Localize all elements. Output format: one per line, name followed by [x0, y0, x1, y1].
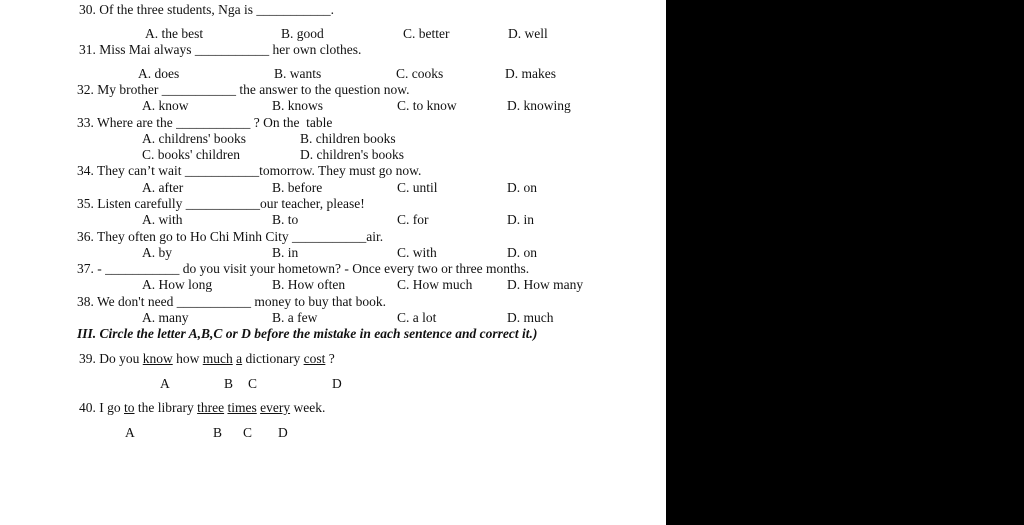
- q39-text-1: how: [172, 351, 203, 366]
- q40-prefix: 40. I go: [79, 400, 124, 415]
- q35-option-d: D. in: [507, 212, 534, 227]
- q35-option-b: B. to: [272, 212, 299, 227]
- q33-option-d: D. children's books: [300, 147, 405, 162]
- q40-label-a: A: [125, 425, 135, 440]
- q33-option-a: A. childrens' books: [142, 131, 247, 146]
- q38-option-b: B. a few: [272, 310, 318, 325]
- q39-underlined-c: a: [236, 351, 243, 366]
- q39-underlined-b: much: [202, 351, 233, 366]
- q31-option-c: C. cooks: [396, 66, 444, 81]
- question-36-stem: 36. They often go to Ho Chi Minh City ___________air.: [77, 229, 384, 244]
- q34-option-a: A. after: [142, 180, 184, 195]
- q30-option-b: B. good: [281, 26, 324, 41]
- q34-option-c: C. until: [397, 180, 438, 195]
- q37-option-c: C. How much: [397, 277, 473, 292]
- q32-option-d: D. knowing: [507, 98, 571, 113]
- question-38-stem: 38. We don't need ___________ money to buy that book.: [77, 294, 386, 309]
- q31-option-a: A. does: [138, 66, 180, 81]
- question-30-stem: 30. Of the three students, Nga is ___________.: [79, 2, 334, 17]
- q38-option-a: A. many: [142, 310, 189, 325]
- q39-text-3: dictionary: [242, 351, 304, 366]
- q32-option-a: A. know: [142, 98, 189, 113]
- q30-option-a: A. the best: [145, 26, 204, 41]
- q30-option-d: D. well: [508, 26, 548, 41]
- q37-option-a: A. How long: [142, 277, 213, 292]
- q40-underlined-d: every: [260, 400, 291, 415]
- q36-option-b: B. in: [272, 245, 299, 260]
- q40-label-b: B: [213, 425, 223, 440]
- q35-option-a: A. with: [142, 212, 183, 227]
- q33-option-b: B. children books: [300, 131, 396, 146]
- q39-label-a: A: [160, 376, 170, 391]
- q32-option-b: B. knows: [272, 98, 324, 113]
- question-33-stem: 33. Where are the ___________ ? On the table: [77, 115, 333, 130]
- q37-option-d: D. How many: [507, 277, 584, 292]
- q39-label-b: B: [224, 376, 234, 391]
- q39-underlined-a: know: [142, 351, 173, 366]
- question-31-stem: 31. Miss Mai always ___________ her own clothes.: [79, 42, 362, 57]
- question-32-stem: 32. My brother ___________ the answer to the question now.: [77, 82, 410, 97]
- q36-option-d: D. on: [507, 245, 537, 260]
- question-39-sentence: [79, 351, 335, 367]
- q39-label-c: C: [248, 376, 258, 391]
- question-35-stem: 35. Listen carefully ___________our teacher, please!: [77, 196, 365, 211]
- q39-text-4: ?: [325, 351, 335, 366]
- q39-underlined-d: cost: [303, 351, 326, 366]
- q36-option-c: C. with: [397, 245, 437, 260]
- q36-option-a: A. by: [142, 245, 172, 260]
- q32-option-c: C. to know: [397, 98, 457, 113]
- q40-underlined-a: to: [124, 400, 135, 415]
- q37-option-b: B. How often: [272, 277, 346, 292]
- question-40-sentence: [79, 400, 325, 416]
- q40-text-4: week.: [290, 400, 326, 415]
- q40-underlined-b: three: [197, 400, 225, 415]
- q31-option-b: B. wants: [274, 66, 322, 81]
- q39-prefix: 39. Do you: [79, 351, 143, 366]
- section-3-instructions: III. Circle the letter A,B,C or D before the mistake in each sentence and correct it.): [77, 326, 538, 341]
- q31-option-d: D. makes: [505, 66, 556, 81]
- q40-text-1: the library: [134, 400, 198, 415]
- question-34-stem: 34. They can’t wait ___________tomorrow. They must go now.: [77, 163, 422, 178]
- question-37-stem: 37. - ___________ do you visit your hometown? - Once every two or three months.: [77, 261, 530, 276]
- q33-option-c: C. books' children: [142, 147, 241, 162]
- q40-label-c: C: [243, 425, 253, 440]
- q34-option-d: D. on: [507, 180, 537, 195]
- q40-label-d: D: [278, 425, 288, 440]
- q30-option-c: C. better: [403, 26, 450, 41]
- q40-underlined-c: times: [227, 400, 257, 415]
- q38-option-c: C. a lot: [397, 310, 437, 325]
- q35-option-c: C. for: [397, 212, 429, 227]
- q39-label-d: D: [332, 376, 342, 391]
- q38-option-d: D. much: [507, 310, 554, 325]
- q34-option-b: B. before: [272, 180, 323, 195]
